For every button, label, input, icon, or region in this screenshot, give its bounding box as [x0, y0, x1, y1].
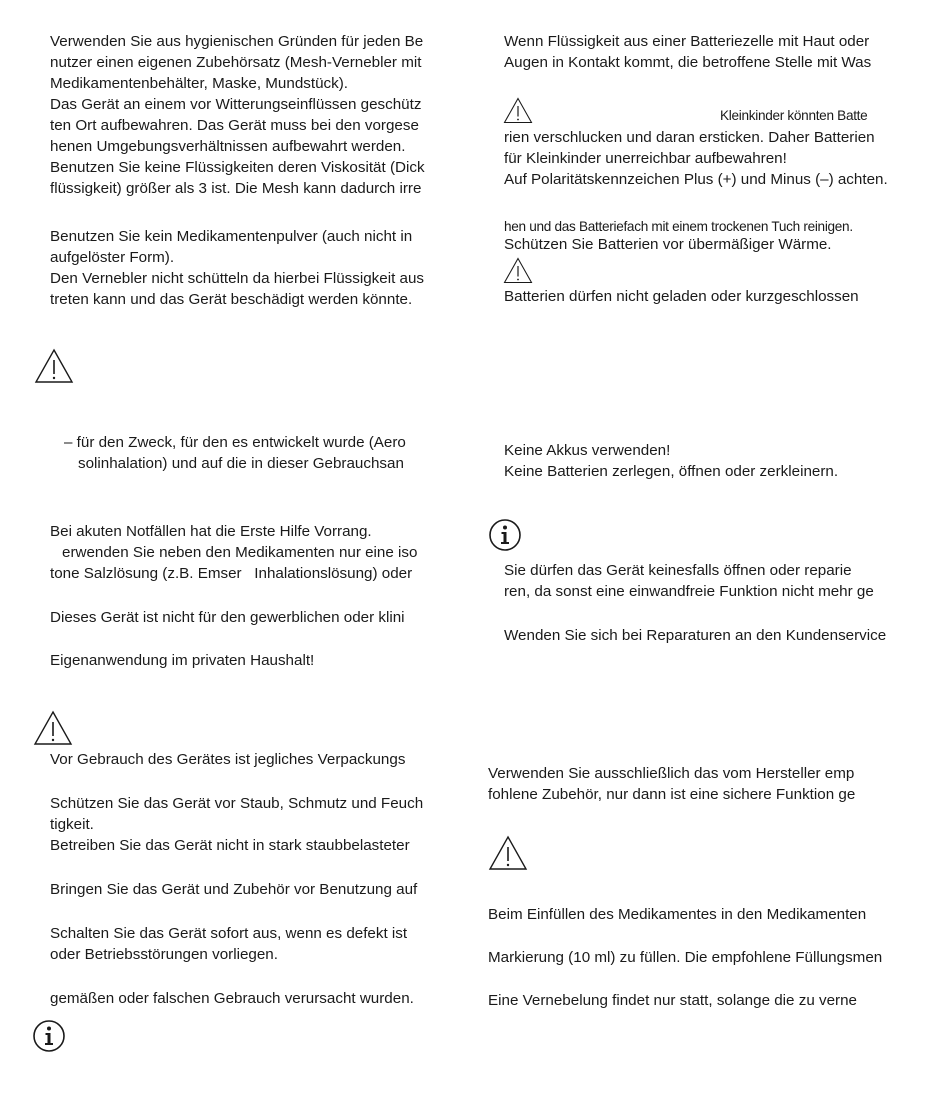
text-line: rien verschlucken und daran ersticken. Daher Batterien [504, 129, 875, 146]
text-line: erwenden Sie neben den Medikamenten nur eine iso [62, 544, 418, 561]
text-line: Eigenanwendung im privaten Haushalt! [50, 652, 315, 669]
text-line: Sie dürfen das Gerät keinesfalls öffnen oder reparie [504, 562, 852, 579]
info-circle-icon [488, 518, 522, 552]
text-line: tigkeit. [50, 816, 94, 833]
text-line: Medikamentenbehälter, Maske, Mundstück). [50, 75, 348, 92]
text-line: Verwenden Sie ausschließlich das vom Hersteller emp [488, 765, 855, 782]
text-line: Eine Vernebelung findet nur statt, solange die zu verne [488, 992, 857, 1009]
text-line: Keine Akkus verwenden! [504, 442, 671, 459]
warning-triangle-icon [33, 710, 73, 746]
text-line: Bringen Sie das Gerät und Zubehör vor Benutzung auf [50, 881, 418, 898]
text-line: Wenden Sie sich bei Reparaturen an den Kundenservice [504, 627, 887, 644]
text-line: Dieses Gerät ist nicht für den gewerblichen oder klini [50, 609, 405, 626]
text-line: aufgelöster Form). [50, 249, 175, 266]
text-line: Betreiben Sie das Gerät nicht in stark staubbelasteter [50, 837, 410, 854]
text-line: Schützen Sie Batterien vor übermäßiger Wärme. [504, 236, 832, 253]
text-line: Den Vernebler nicht schütteln da hierbei Flüssigkeit aus [50, 270, 424, 287]
warning-triangle-icon [503, 257, 533, 284]
list-item: – für den Zweck, für den es entwickelt wurde (Aero [64, 434, 406, 451]
text-line: Auf Polaritätskennzeichen Plus (+) und Minus (–) achten. [504, 171, 888, 188]
text-line: Verwenden Sie aus hygienischen Gründen für jeden Be [50, 33, 424, 50]
text-line: hen und das Batteriefach mit einem trockenen Tuch reinigen. [504, 219, 853, 234]
info-circle-icon [32, 1019, 66, 1053]
text-line: Markierung (10 ml) zu füllen. Die empfohlene Füllungsmen [488, 949, 883, 966]
text-line: Vor Gebrauch des Gerätes ist jegliches Verpackungs [50, 751, 406, 768]
text-line: Benutzen Sie kein Medikamentenpulver (auch nicht in [50, 228, 413, 245]
text-line: oder Betriebsstörungen vorliegen. [50, 946, 278, 963]
text-line: tone Salzlösung (z.B. Emser Inhalationslösung) oder [50, 565, 413, 582]
text-line: nutzer einen eigenen Zubehörsatz (Mesh-Vernebler mit [50, 54, 422, 71]
warning-triangle-icon [503, 97, 533, 124]
text-line: Das Gerät an einem vor Witterungseinflüssen geschütz [50, 96, 422, 113]
text-line: flüssigkeit) größer als 3 ist. Die Mesh kann dadurch irre [50, 180, 422, 197]
text-line: fohlene Zubehör, nur dann ist eine sichere Funktion ge [488, 786, 856, 803]
text-line: für Kleinkinder unerreichbar aufbewahren! [504, 150, 787, 167]
text-line: Batterien dürfen nicht geladen oder kurzgeschlossen [504, 288, 859, 305]
text-line: Augen in Kontakt kommt, die betroffene Stelle mit Was [504, 54, 872, 71]
text-line: ren, da sonst eine einwandfreie Funktion nicht mehr ge [504, 583, 874, 600]
text-line: Bei akuten Notfällen hat die Erste Hilfe Vorrang. [50, 523, 372, 540]
text-line: Schalten Sie das Gerät sofort aus, wenn es defekt ist [50, 925, 408, 942]
text-line: Wenn Flüssigkeit aus einer Batteriezelle mit Haut oder [504, 33, 870, 50]
text-line: Beim Einfüllen des Medikamentes in den Medikamenten [488, 906, 867, 923]
text-line: treten kann und das Gerät beschädigt werden könnte. [50, 291, 413, 308]
text-line: gemäßen oder falschen Gebrauch verursacht wurden. [50, 990, 414, 1007]
text-line: henen Umgebungsverhältnissen aufbewahrt werden. [50, 138, 406, 155]
text-line: ten Ort aufbewahren. Das Gerät muss bei den vorgese [50, 117, 419, 134]
warning-triangle-icon [488, 835, 528, 871]
text-line: Kleinkinder könnten Batte [720, 108, 868, 123]
text-line: Schützen Sie das Gerät vor Staub, Schmutz und Feuch [50, 795, 424, 812]
warning-triangle-icon [34, 348, 74, 384]
text-line: Benutzen Sie keine Flüssigkeiten deren Viskosität (Dick [50, 159, 425, 176]
text-line: solinhalation) und auf die in dieser Gebrauchsan [78, 455, 404, 472]
text-line: Keine Batterien zerlegen, öffnen oder zerkleinern. [504, 463, 839, 480]
